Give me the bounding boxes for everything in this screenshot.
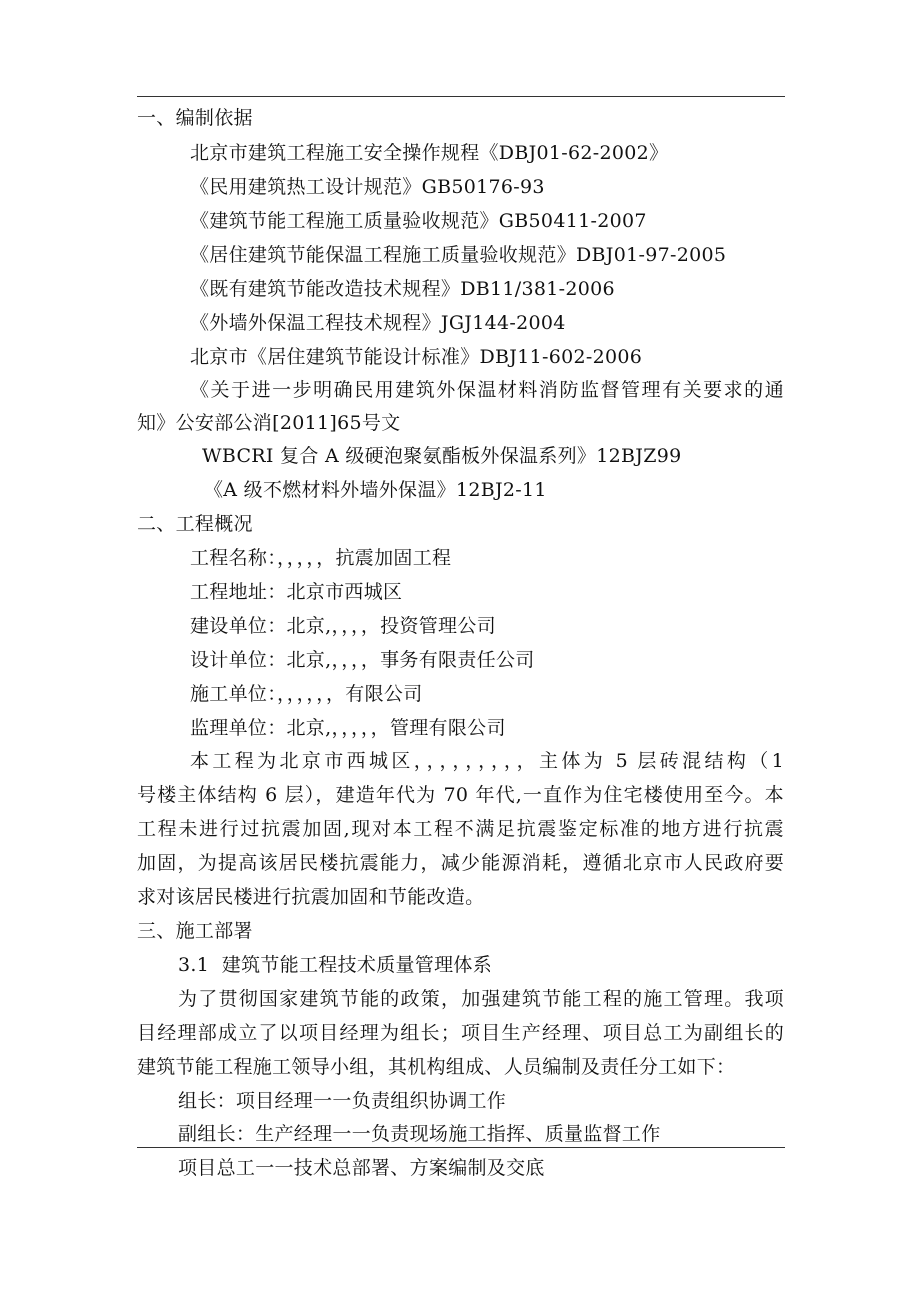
overview-field-owner: 建设单位：北京,，，，，投资管理公司 xyxy=(190,615,496,637)
overview-paragraph-line-5: 求对该居民楼进行抗震加固和节能改造。 xyxy=(137,886,485,908)
section-heading-deployment: 三、施工部署 xyxy=(137,920,253,942)
section-heading-basis: 一、编制依据 xyxy=(137,107,253,129)
deployment-paragraph-line-3: 建筑节能工程施工领导小组，其机构组成、人员编制及责任分工如下： xyxy=(137,1056,736,1078)
role-deputy-leader: 副组长：生产经理一一负责现场施工指挥、质量监督工作 xyxy=(178,1123,661,1145)
basis-item-3: 《建筑节能工程施工质量验收规范》GB50411-2007 xyxy=(190,210,647,232)
bottom-rule xyxy=(137,1147,785,1148)
basis-item-4: 《居住建筑节能保温工程施工质量验收规范》DBJ01-97-2005 xyxy=(190,244,727,266)
overview-paragraph-line-3: 工程未进行过抗震加固,现对本工程不满足抗震鉴定标准的地方进行抗震 xyxy=(137,818,784,840)
overview-field-designer: 设计单位：北京,，，，，事务有限责任公司 xyxy=(190,649,535,671)
deployment-subheading: 3.1 建筑节能工程技术质量管理体系 xyxy=(178,954,492,976)
basis-item-8: 《关于进一步明确民用建筑外保温材料消防监督管理有关要求的通 xyxy=(190,379,784,401)
basis-item-6: 《外墙外保温工程技术规程》JGJ144-2004 xyxy=(190,312,566,334)
overview-field-contractor: 施工单位：，，，，，，有限公司 xyxy=(190,683,423,705)
top-rule xyxy=(137,96,785,97)
deployment-paragraph-line-2: 目经理部成立了以项目经理为组长；项目生产经理、项目总工为副组长的 xyxy=(137,1022,784,1044)
overview-field-supervisor: 监理单位：北京,，，，，，管理有限公司 xyxy=(190,717,506,739)
basis-item-1: 北京市建筑工程施工安全操作规程《DBJ01-62-2002》 xyxy=(190,142,669,164)
overview-paragraph-line-1: 本工程为北京市西城区，，，，，，，，，主体为 5 层砖混结构（1 xyxy=(190,750,784,772)
basis-item-9: WBCRI 复合 A 级硬泡聚氨酯板外保温系列》12BJZ99 xyxy=(202,445,682,467)
role-chief-engineer: 项目总工一一技术总部署、方案编制及交底 xyxy=(178,1157,545,1179)
role-leader: 组长：项目经理一一负责组织协调工作 xyxy=(178,1090,507,1112)
basis-item-2: 《民用建筑热工设计规范》GB50176-93 xyxy=(190,176,545,198)
overview-field-name: 工程名称：，，，，，抗震加固工程 xyxy=(190,547,452,569)
section-heading-overview: 二、工程概况 xyxy=(137,513,253,535)
basis-item-7: 北京市《居住建筑节能设计标准》DBJ11-602-2006 xyxy=(190,346,643,368)
deployment-paragraph-line-1: 为了贯彻国家建筑节能的政策，加强建筑节能工程的施工管理。我项 xyxy=(178,988,784,1010)
basis-item-10: 《A 级不燃材料外墙外保温》12BJ2-11 xyxy=(204,479,547,501)
overview-field-address: 工程地址：北京市西城区 xyxy=(190,581,403,603)
basis-item-5: 《既有建筑节能改造技术规程》DB11/381-2006 xyxy=(190,278,615,300)
basis-item-8-cont: 知》公安部公消[2011]65号文 xyxy=(137,412,401,434)
overview-paragraph-line-4: 加固，为提高该居民楼抗震能力，减少能源消耗，遵循北京市人民政府要 xyxy=(137,852,784,874)
overview-paragraph-line-2: 号楼主体结构 6 层），建造年代为 70 年代,一直作为住宅楼使用至今。本 xyxy=(137,784,784,806)
